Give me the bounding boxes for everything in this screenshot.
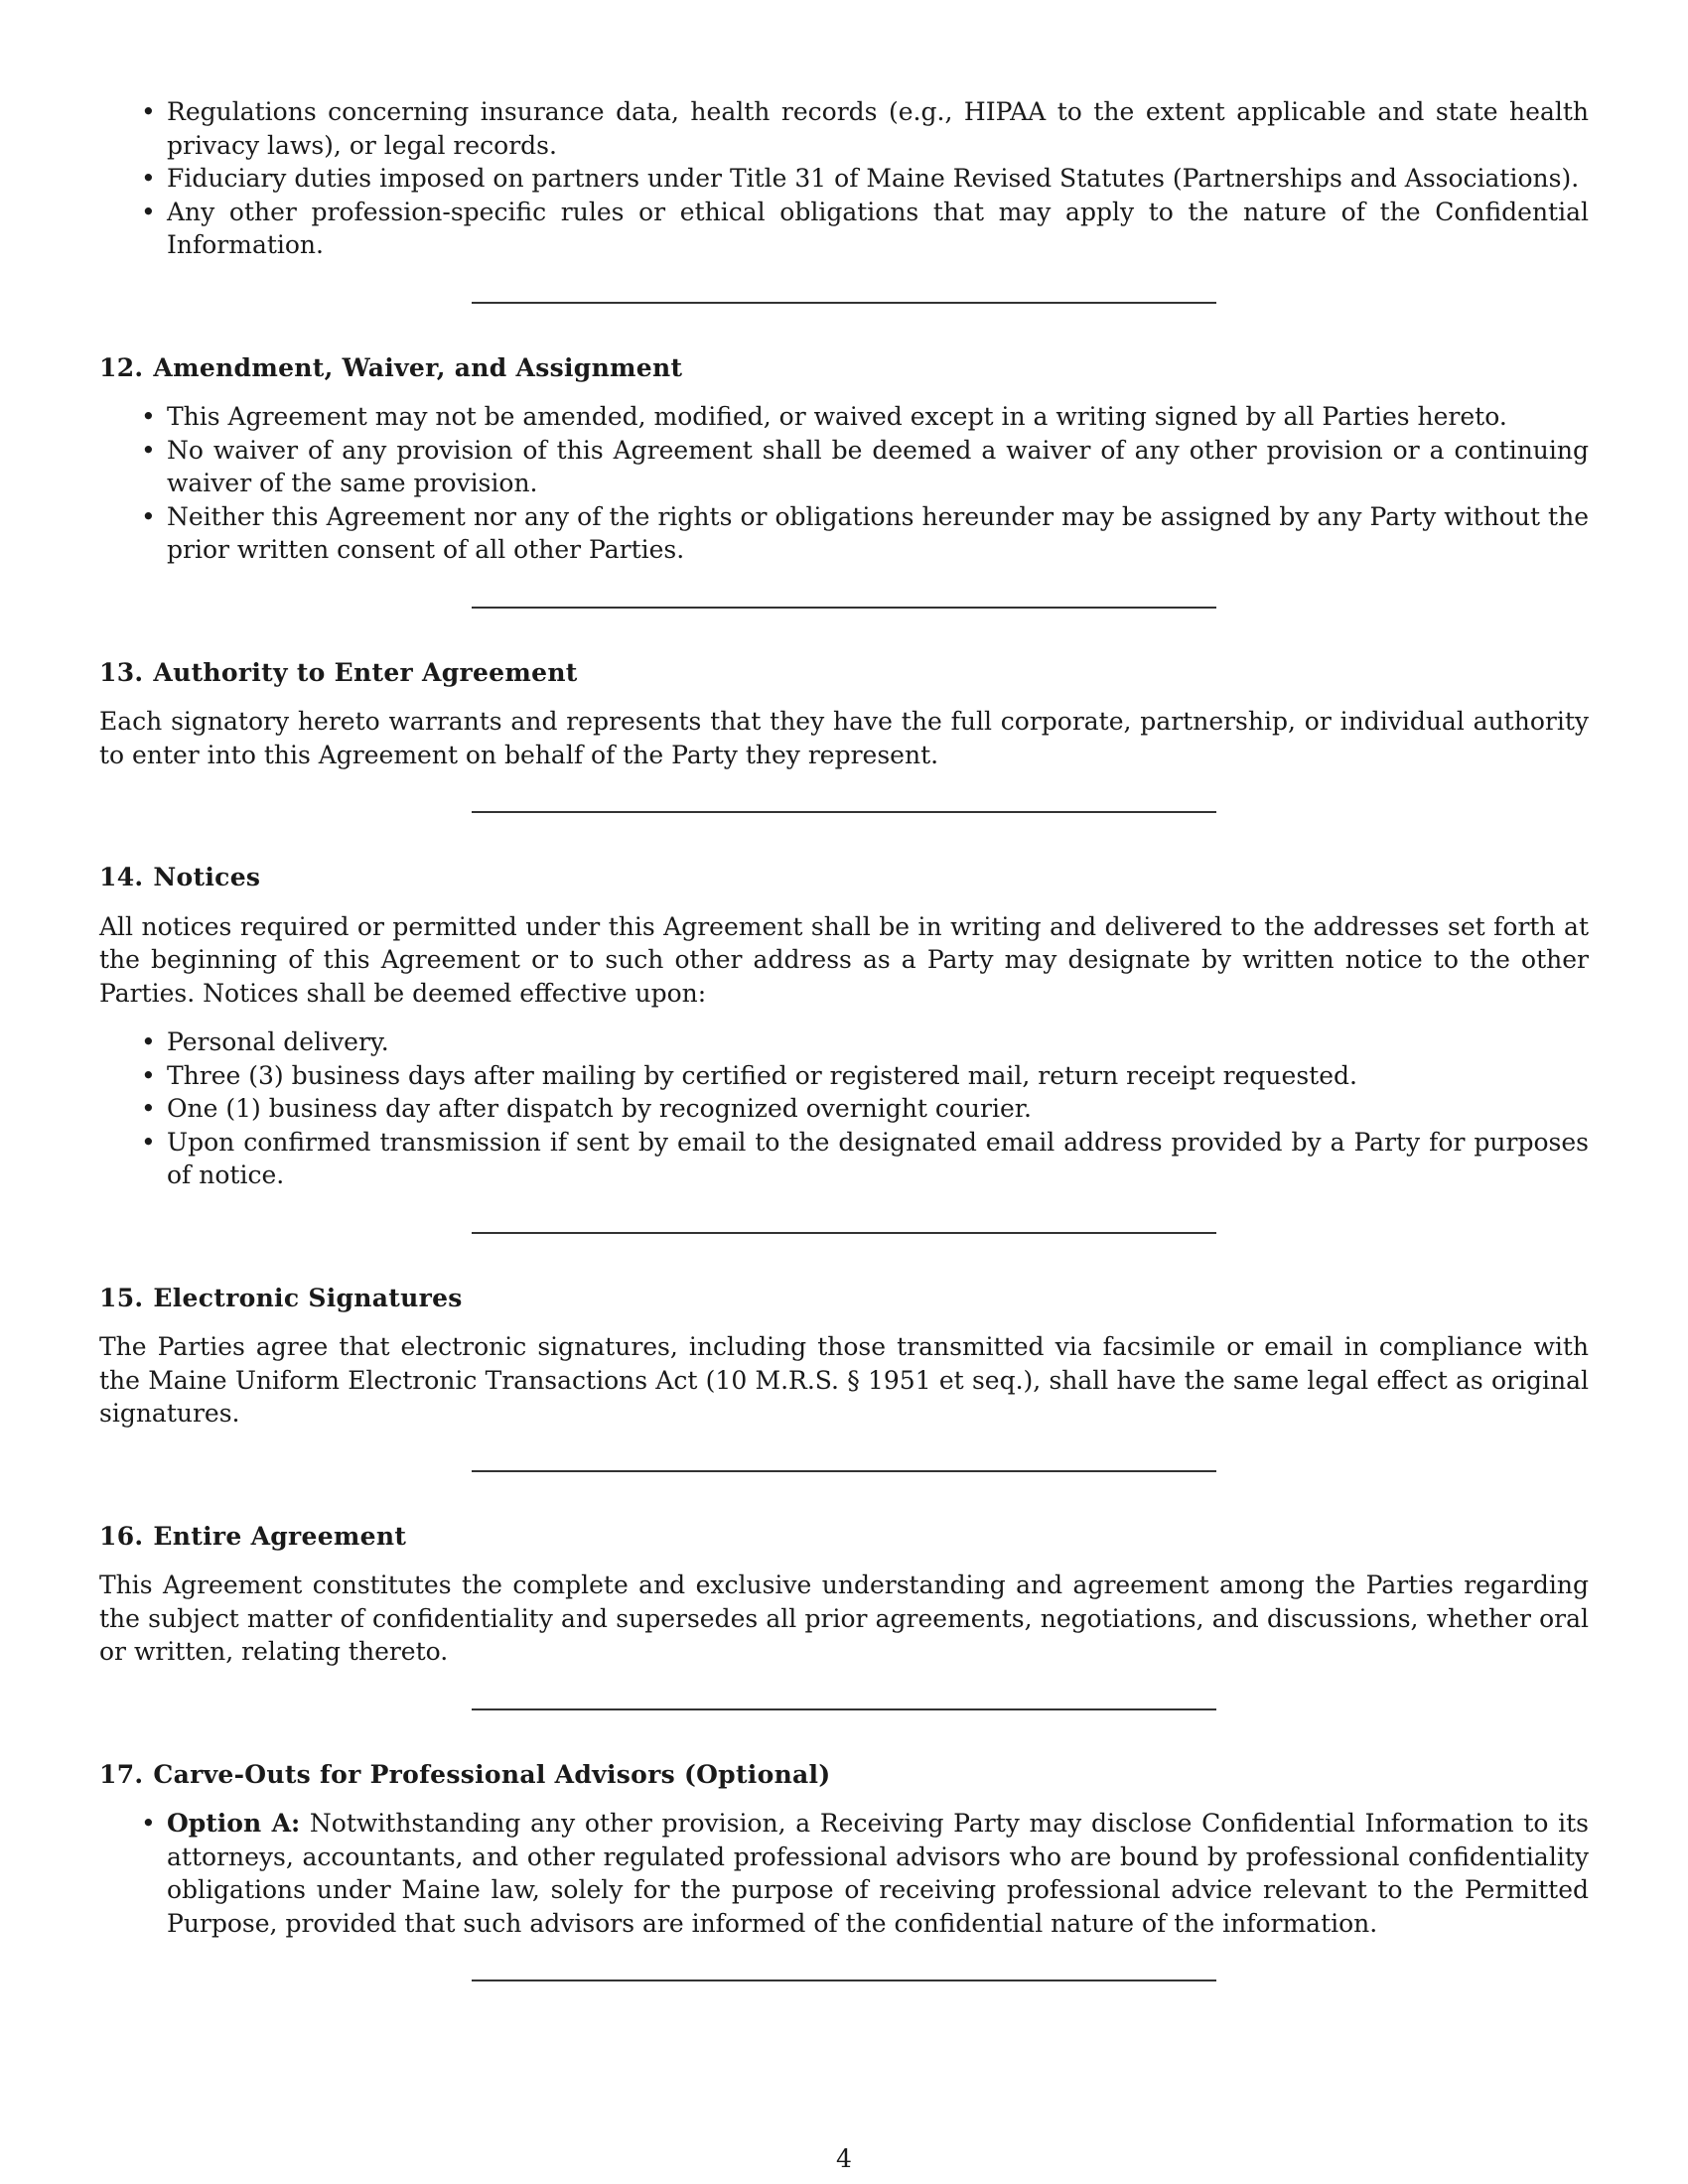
section-divider [472,1708,1216,1710]
section-divider [472,1979,1216,1981]
intro-bullet-list [99,95,1589,262]
section-bullet-list [99,400,1589,567]
section-bullet-list [99,1025,1589,1192]
section-number: 14. [99,863,144,891]
section-title: Authority to Enter Agreement [153,657,578,687]
section-title: Amendment, Waiver, and Assignment [153,352,683,382]
section-number: 17. [99,1759,144,1789]
list-item: • Any other profession-specific rules or ethical obligations that may apply to the nature of the Confidential Information. [99,196,1589,262]
section-number: 16. [99,1521,144,1551]
section-heading [99,1520,1589,1554]
list-item: • Three (3) business days after mailing by certified or registered mail, return receipt requested. [99,1059,1589,1093]
section-title: Electronic Signatures [153,1283,463,1312]
list-item [99,1807,1589,1940]
section-title: Notices [153,863,261,891]
section-heading [99,351,1589,385]
list-item: • Regulations concerning insurance data, health records (e.g., HIPAA to the extent applicable and state health privacy laws), or legal records. [99,95,1589,162]
list-item: • Fiduciary duties imposed on partners under Title 31 of Maine Revised Statutes (Partnerships and Associations). [99,162,1589,196]
section-title: Entire Agreement [153,1521,407,1551]
section-divider [472,302,1216,304]
list-item: • Personal delivery. [99,1025,1589,1059]
document-page [99,95,1589,1981]
section-17 [99,1758,1589,1941]
option-label: Option A: [167,1809,301,1838]
section-title: Carve-Outs for Professional Advisors (Optional) [153,1759,831,1789]
section-number: 15. [99,1283,144,1312]
section-paragraph: This Agreement constitutes the complete and exclusive understanding and agreement among the Parties regarding the subject matter of confidentiality and supersedes all prior agreements, negotiations, and discussions, whether oral or written, relating thereto. [99,1570,1589,1666]
section-divider [472,607,1216,609]
section-divider [472,1232,1216,1234]
section-14 [99,861,1589,1192]
section-number: 12. [99,352,144,382]
list-item: • Upon confirmed transmission if sent by email to the designated email address provided by a Party for purposes of notice. [99,1126,1589,1192]
page-number: 4 [836,2144,852,2173]
section-heading [99,1758,1589,1792]
section-heading [99,656,1589,690]
section-divider [472,1470,1216,1472]
section-16 [99,1520,1589,1669]
section-paragraph: The Parties agree that electronic signatures, including those transmitted via facsimile or email in compliance with the Maine Uniform Electronic Transactions Act (10 M.R.S. § 1951 et seq.), shall have the same legal effect as original signatures. [99,1332,1589,1428]
section-bullet-list [99,1807,1589,1940]
section-heading [99,1282,1589,1315]
section-number: 13. [99,657,144,687]
section-12 [99,351,1589,567]
section-divider [472,811,1216,813]
section-paragraph: All notices required or permitted under this Agreement shall be in writing and delivered to the addresses set forth at the beginning of this Agreement or to such other address as a Party may designate by written notice to the other Parties. Notices shall be deemed effective upon: [99,911,1589,1008]
option-text: Notwithstanding any other provision, a Receiving Party may disclose Confidential Information to its attorneys, accountants, and other regulated professional advisors who are bound by professional confidentiality obligations under Maine law, solely for the purpose of receiving professional advice relevant to the Permitted Purpose, provided that such advisors are informed of the confidential nature of the information. [167,1809,1589,1938]
section-13 [99,656,1589,772]
section-heading [99,861,1589,894]
section-paragraph: Each signatory hereto warrants and represents that they have the full corporate, partnership, or individual authority to enter into this Agreement on behalf of the Party they represent. [99,707,1589,769]
list-item: • No waiver of any provision of this Agreement shall be deemed a waiver of any other provision or a continuing waiver of the same provision. [99,434,1589,500]
list-item: • Neither this Agreement nor any of the rights or obligations hereunder may be assigned by any Party without the prior written consent of all other Parties. [99,500,1589,567]
list-item: • This Agreement may not be amended, modified, or waived except in a writing signed by all Parties hereto. [99,400,1589,434]
list-item: • One (1) business day after dispatch by recognized overnight courier. [99,1092,1589,1126]
section-15 [99,1282,1589,1431]
